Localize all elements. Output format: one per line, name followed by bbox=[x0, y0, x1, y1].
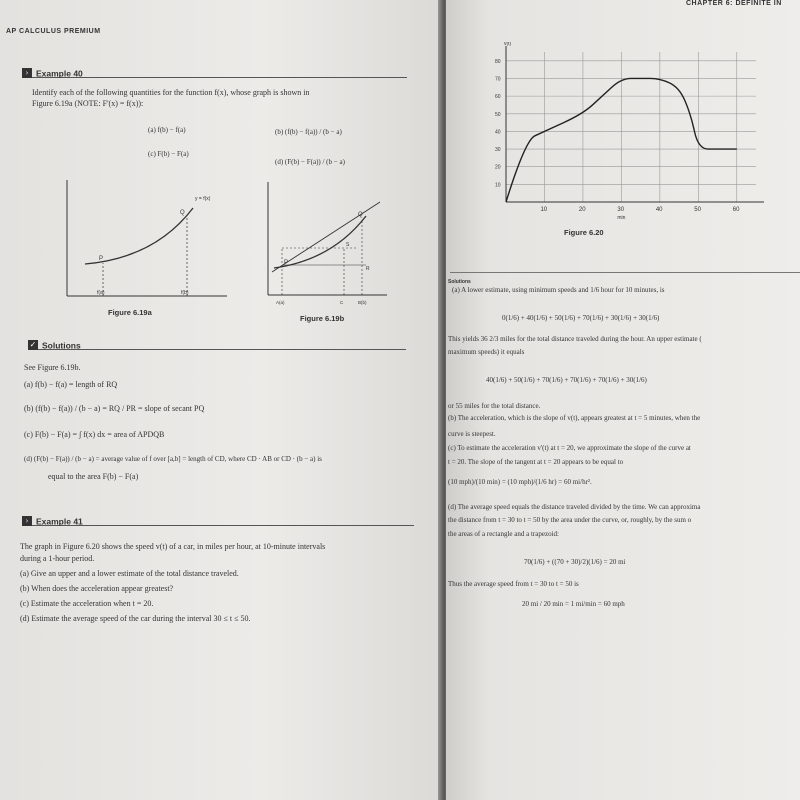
check-icon: ✓ bbox=[29, 340, 37, 350]
x-tick-label: 20 bbox=[578, 207, 586, 213]
example-41-c: (c) Estimate the acceleration when t = 20. bbox=[20, 599, 154, 608]
chevron-right-icon: › bbox=[22, 516, 32, 526]
fig-b-q-label: Q bbox=[358, 212, 363, 218]
sol-41-line-13: the distance from t = 30 to t = 50 by the area under the curve, or, roughly, by the sum o bbox=[448, 516, 692, 524]
example-41-a: (a) Give an upper and a lower estimate of the total distance traveled. bbox=[20, 569, 239, 578]
y-tick-label: 70 bbox=[495, 76, 501, 83]
y-tick-label: 20 bbox=[495, 164, 501, 171]
sol-41-line-10: t = 20. The slope of the tangent at t = 20 appears to be equal to bbox=[448, 458, 624, 466]
sol-41-line-5: 40(1/6) + 50(1/6) + 70(1/6) + 70(1/6) + 70(1/6) + 30(1/6) bbox=[486, 376, 647, 384]
fig-a-p-label: P bbox=[99, 256, 104, 262]
sol-41-line-17: 20 mi / 20 min = 1 mi/min = 60 mph bbox=[522, 600, 625, 608]
sol-41-line-14: the areas of a rectangle and a trapezoid: bbox=[448, 530, 559, 538]
figure-6-19b-caption: Figure 6.19b bbox=[300, 314, 345, 323]
figure-6-19b bbox=[262, 180, 392, 308]
example-41-p2: during a 1-hour period. bbox=[20, 554, 95, 563]
fig-a-curve-label: y = f(x) bbox=[195, 196, 211, 202]
sol-41-line-3: This yields 36 2/3 miles for the total distance traveled during the hour. An upper estimate ( bbox=[448, 335, 702, 343]
figure-6-19a-caption: Figure 6.19a bbox=[108, 308, 152, 317]
fig-b-c-label: C bbox=[340, 300, 344, 305]
chevron-right-icon: › bbox=[22, 68, 32, 78]
solutions-41-tag: Solutions bbox=[448, 279, 471, 285]
fig-b-s-label: S bbox=[346, 242, 350, 248]
solutions-40-d1: (d) (F(b) − F(a)) / (b − a) = average value of f over [a,b] = length of CD, where CD · AB or CD · (b − a) is bbox=[24, 455, 322, 463]
fig-b-r-label: R bbox=[366, 266, 370, 272]
right-page bbox=[446, 0, 800, 800]
example-40-item-d: (d) (F(b) − F(a)) / (b − a) bbox=[275, 158, 345, 166]
sol-41-line-12: (d) The average speed equals the distance traveled divided by the time. We can approxima bbox=[448, 503, 701, 511]
example-40-prompt-1: Identify each of the following quantities for the function f(x), whose graph is shown in bbox=[32, 88, 310, 97]
example-41-d: (d) Estimate the average speed of the car during the interval 30 ≤ t ≤ 50. bbox=[20, 614, 251, 623]
solutions-40-see: See Figure 6.19b. bbox=[24, 363, 81, 372]
running-header-left: AP CALCULUS PREMIUM bbox=[6, 28, 101, 35]
solutions-40-c: (c) F(b) − F(a) = ∫ f(x) dx = area of APDQB bbox=[24, 430, 165, 439]
example-40-item-c: (c) F(b) − F(a) bbox=[148, 150, 189, 158]
sol-41-line-16: Thus the average speed from t = 30 to t = 50 is bbox=[448, 580, 579, 588]
x-tick-label: 10 bbox=[540, 207, 548, 213]
x-tick-label: 60 bbox=[732, 207, 740, 213]
fig-b-b-label: B(b) bbox=[358, 300, 367, 305]
example-41-header: › Example 41 bbox=[22, 512, 414, 526]
sol-41-line-7: (b) The acceleration, which is the slope of v(t), appears greatest at t = 5 minutes, when the bbox=[448, 414, 701, 422]
divider bbox=[450, 272, 800, 273]
x-tick-label: 50 bbox=[694, 207, 701, 213]
example-40-prompt-2: Figure 6.19a (NOTE: F'(x) = f(x)): bbox=[32, 99, 144, 108]
solutions-40-b: (b) (f(b) − f(a)) / (b − a) = RQ / PR = slope of secant PQ bbox=[24, 404, 205, 413]
sol-41-line-2: 0(1/6) + 40(1/6) + 50(1/6) + 70(1/6) + 30(1/6) + 30(1/6) bbox=[502, 314, 660, 322]
example-40-header: › Example 40 bbox=[22, 64, 407, 78]
figure-6-20-caption: Figure 6.20 bbox=[564, 228, 604, 237]
example-40-item-b: (b) (f(b) − f(a)) / (b − a) bbox=[275, 128, 342, 136]
y-tick-label: 60 bbox=[495, 94, 501, 101]
y-tick-label: 30 bbox=[495, 147, 501, 154]
example-41-b: (b) When does the acceleration appear greatest? bbox=[20, 584, 174, 593]
sol-41-line-6: or 55 miles for the total distance. bbox=[448, 402, 541, 410]
figure-6-20-chart bbox=[476, 42, 776, 222]
y-tick-label: 40 bbox=[495, 129, 501, 136]
sol-41-line-8: curve is steepest. bbox=[448, 430, 496, 438]
example-41-p1: The graph in Figure 6.20 shows the speed v(t) of a car, in miles per hour, at 10-minute intervals bbox=[20, 542, 326, 551]
solutions-40-header: ✓ Solutions bbox=[28, 336, 406, 350]
solutions-40-d2: equal to the area F(b) − F(a) bbox=[48, 472, 139, 481]
x-axis-label: min bbox=[617, 215, 626, 221]
fig-a-fb-label: f(b) bbox=[181, 290, 189, 296]
y-tick-label: 80 bbox=[495, 58, 501, 65]
x-tick-label: 30 bbox=[617, 207, 625, 213]
running-header-right: CHAPTER 6: DEFINITE IN bbox=[686, 0, 782, 7]
y-axis-label: v(t) bbox=[504, 42, 512, 47]
sol-41-line-4: maximum speeds) it equals bbox=[448, 348, 525, 356]
sol-41-line-1: (a) A lower estimate, using minimum speeds and 1/6 hour for 10 minutes, is bbox=[452, 286, 665, 294]
y-tick-label: 50 bbox=[495, 111, 501, 118]
example-40-item-a: (a) f(b) − f(a) bbox=[148, 126, 186, 134]
solutions-40-a: (a) f(b) − f(a) = length of RQ bbox=[24, 380, 118, 389]
y-tick-label: 10 bbox=[495, 182, 501, 189]
sol-41-line-11: (10 mph)/(10 min) = (10 mph)/(1/6 hr) = 60 mi/hr². bbox=[448, 478, 592, 486]
figure-6-19a bbox=[55, 178, 230, 308]
fig-a-fa-label: f(a) bbox=[97, 290, 105, 296]
fig-b-a-label: A(a) bbox=[276, 300, 285, 305]
sol-41-line-9: (c) To estimate the acceleration v'(t) at t = 20, we approximate the slope of the curve at bbox=[448, 444, 691, 452]
sol-41-line-15: 70(1/6) + ((70 + 30)/2)(1/6) = 20 mi bbox=[524, 558, 626, 566]
fig-a-q-label: Q bbox=[180, 210, 185, 216]
x-tick-label: 40 bbox=[655, 207, 663, 213]
fig-b-p-label: P bbox=[284, 260, 289, 266]
